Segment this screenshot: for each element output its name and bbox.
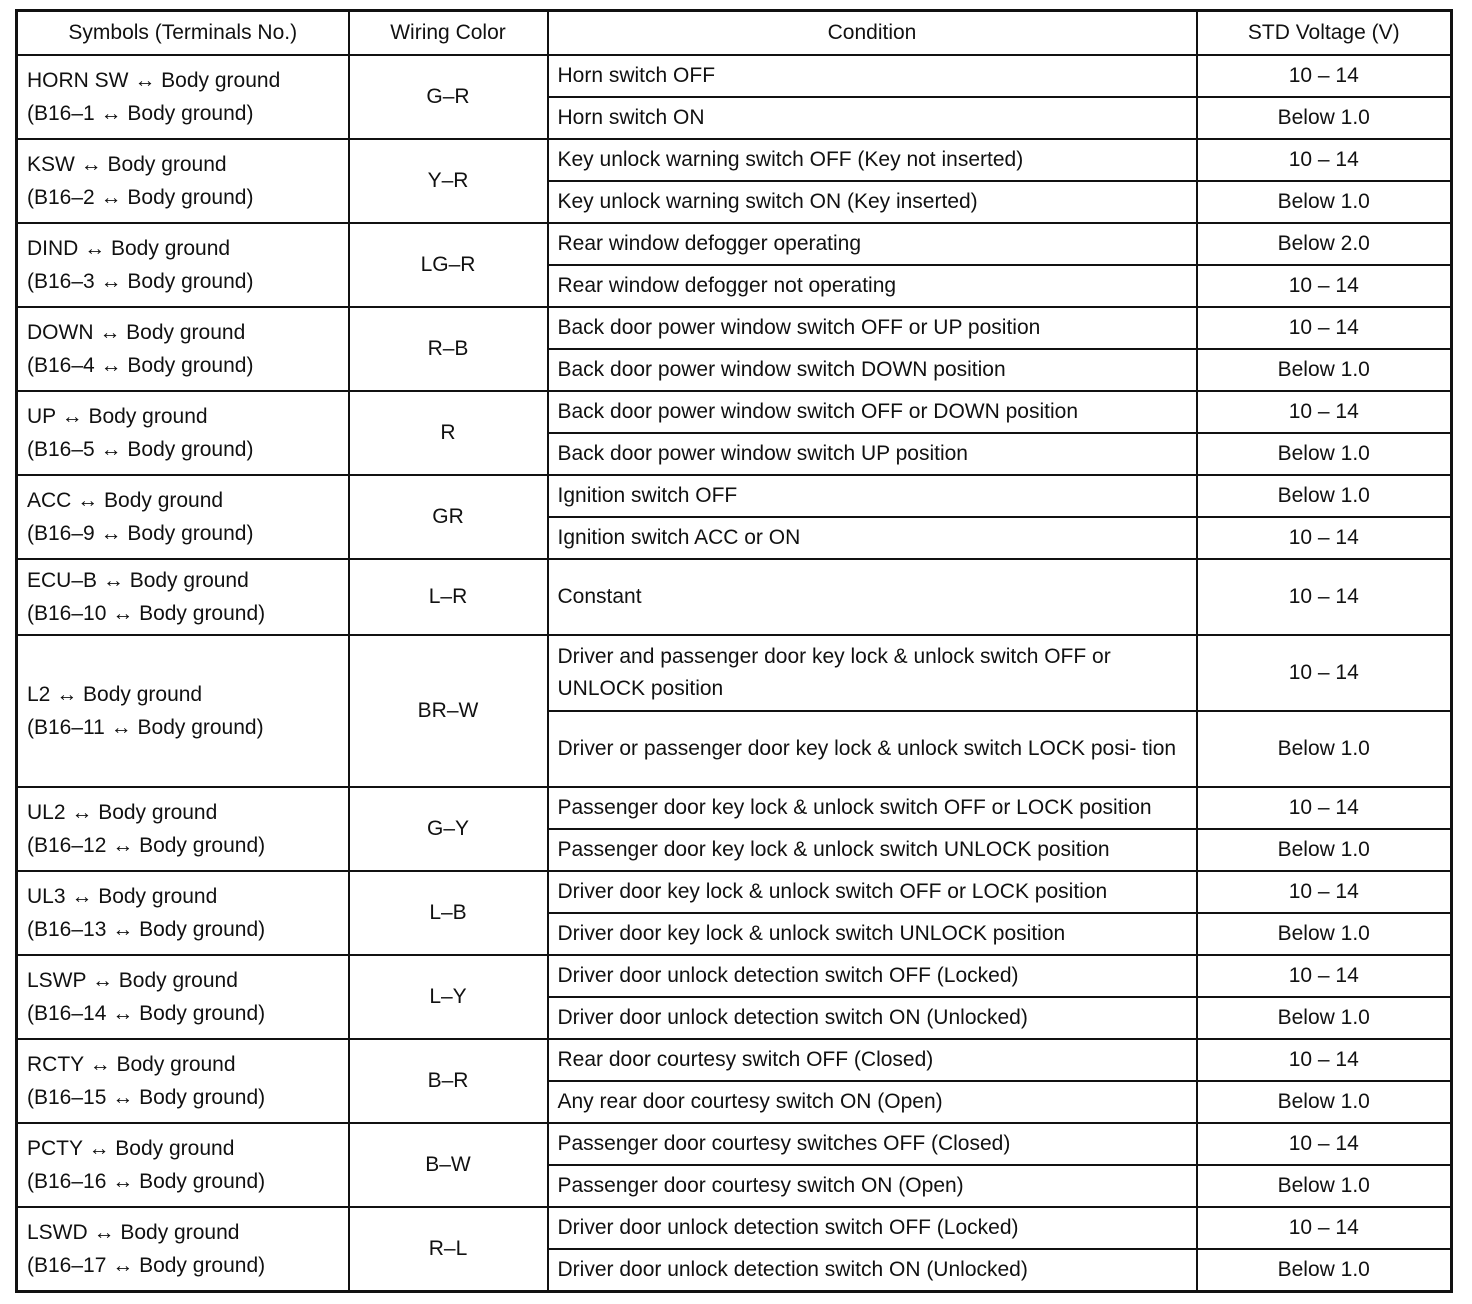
terminal-number: (B16–12 ↔ Body ground) [27, 834, 266, 857]
symbol-name: UL2 ↔ Body ground [27, 801, 218, 824]
voltage-cell: Below 1.0 [1197, 181, 1452, 223]
condition-cell: Passenger door courtesy switches OFF (Closed) [548, 1123, 1197, 1165]
voltage-cell: Below 2.0 [1197, 223, 1452, 265]
voltage-cell: 10 – 14 [1197, 391, 1452, 433]
terminal-number: (B16–11 ↔ Body ground) [27, 716, 264, 739]
terminal-number: (B16–3 ↔ Body ground) [27, 270, 254, 293]
table-header-row [17, 11, 1452, 56]
condition-cell: Rear window defogger not operating [548, 265, 1197, 307]
header-condition: Condition [548, 11, 1197, 56]
condition-cell: Driver door key lock & unlock switch OFF or LOCK position [548, 871, 1197, 913]
symbol-cell [17, 1039, 349, 1123]
symbol-cell [17, 1123, 349, 1207]
voltage-cell: Below 1.0 [1197, 433, 1452, 475]
voltage-cell: 10 – 14 [1197, 787, 1452, 829]
terminal-number: (B16–15 ↔ Body ground) [27, 1086, 266, 1109]
symbol-name: L2 ↔ Body ground [27, 683, 203, 706]
symbol-name: ACC ↔ Body ground [27, 489, 224, 512]
wiring-color-cell: BR–W [349, 635, 548, 787]
symbol-cell [17, 871, 349, 955]
table-row [17, 139, 1452, 181]
symbol-cell [17, 391, 349, 475]
condition-cell: Passenger door courtesy switch ON (Open) [548, 1165, 1197, 1207]
terminal-number: (B16–10 ↔ Body ground) [27, 602, 266, 625]
condition-cell: Ignition switch ACC or ON [548, 517, 1197, 559]
wiring-color-cell: G–Y [349, 787, 548, 871]
voltage-cell: Below 1.0 [1197, 349, 1452, 391]
symbol-cell [17, 307, 349, 391]
condition-cell: Driver door unlock detection switch OFF (Locked) [548, 1207, 1197, 1249]
wiring-color-cell: L–R [349, 559, 548, 635]
terminal-number: (B16–16 ↔ Body ground) [27, 1170, 266, 1193]
header-wiring-color: Wiring Color [349, 11, 548, 56]
voltage-cell: 10 – 14 [1197, 1123, 1452, 1165]
voltage-cell: Below 1.0 [1197, 1081, 1452, 1123]
table-row [17, 787, 1452, 829]
symbol-cell [17, 1207, 349, 1292]
condition-cell: Rear window defogger operating [548, 223, 1197, 265]
terminal-number: (B16–1 ↔ Body ground) [27, 102, 254, 125]
condition-cell: Horn switch ON [548, 97, 1197, 139]
condition-cell: Driver door unlock detection switch ON (Unlocked) [548, 1249, 1197, 1292]
condition-cell: Passenger door key lock & unlock switch OFF or LOCK position [548, 787, 1197, 829]
voltage-cell: 10 – 14 [1197, 1039, 1452, 1081]
voltage-cell: Below 1.0 [1197, 711, 1452, 787]
header-std-voltage: STD Voltage (V) [1197, 11, 1452, 56]
voltage-cell: 10 – 14 [1197, 559, 1452, 635]
wiring-color-cell: R–B [349, 307, 548, 391]
voltage-cell: 10 – 14 [1197, 265, 1452, 307]
table-row [17, 475, 1452, 517]
table-row [17, 55, 1452, 97]
table-row [17, 559, 1452, 635]
voltage-cell: Below 1.0 [1197, 997, 1452, 1039]
terminal-number: (B16–4 ↔ Body ground) [27, 354, 254, 377]
table-row [17, 1123, 1452, 1165]
voltage-cell: 10 – 14 [1197, 635, 1452, 711]
table-row [17, 871, 1452, 913]
symbol-name: DIND ↔ Body ground [27, 237, 231, 260]
voltage-cell: Below 1.0 [1197, 475, 1452, 517]
symbol-cell [17, 475, 349, 559]
table-row [17, 955, 1452, 997]
voltage-cell: 10 – 14 [1197, 1207, 1452, 1249]
voltage-cell: 10 – 14 [1197, 307, 1452, 349]
voltage-cell: Below 1.0 [1197, 1165, 1452, 1207]
wiring-color-cell: B–R [349, 1039, 548, 1123]
voltage-cell: 10 – 14 [1197, 139, 1452, 181]
condition-cell: Passenger door key lock & unlock switch UNLOCK position [548, 829, 1197, 871]
terminal-number: (B16–17 ↔ Body ground) [27, 1254, 266, 1277]
wiring-color-cell: G–R [349, 55, 548, 139]
symbol-name: RCTY ↔ Body ground [27, 1053, 236, 1076]
table-row [17, 635, 1452, 711]
terminal-number: (B16–9 ↔ Body ground) [27, 522, 254, 545]
table-row [17, 1039, 1452, 1081]
terminal-voltage-table [15, 9, 1453, 1293]
symbol-cell [17, 139, 349, 223]
symbol-cell [17, 787, 349, 871]
table-row [17, 1207, 1452, 1249]
symbol-cell [17, 635, 349, 787]
symbol-cell [17, 223, 349, 307]
wiring-color-cell: R–L [349, 1207, 548, 1292]
symbol-cell [17, 955, 349, 1039]
symbol-name: KSW ↔ Body ground [27, 153, 227, 176]
symbol-name: LSWP ↔ Body ground [27, 969, 238, 992]
voltage-cell: Below 1.0 [1197, 1249, 1452, 1292]
voltage-cell: 10 – 14 [1197, 871, 1452, 913]
condition-cell: Ignition switch OFF [548, 475, 1197, 517]
symbol-name: ECU–B ↔ Body ground [27, 569, 249, 592]
condition-cell: Back door power window switch OFF or UP position [548, 307, 1197, 349]
voltage-cell: 10 – 14 [1197, 517, 1452, 559]
wiring-color-cell: Y–R [349, 139, 548, 223]
condition-cell: Horn switch OFF [548, 55, 1197, 97]
symbol-name: UP ↔ Body ground [27, 405, 208, 428]
condition-cell: Constant [548, 559, 1197, 635]
symbol-name: LSWD ↔ Body ground [27, 1221, 240, 1244]
wiring-color-cell: L–B [349, 871, 548, 955]
voltage-cell: Below 1.0 [1197, 913, 1452, 955]
table-row [17, 223, 1452, 265]
symbol-name: HORN SW ↔ Body ground [27, 69, 281, 92]
wiring-color-cell: R [349, 391, 548, 475]
condition-cell: Driver or passenger door key lock & unlock switch LOCK posi- tion [548, 711, 1197, 787]
symbol-name: DOWN ↔ Body ground [27, 321, 246, 344]
wiring-color-cell: GR [349, 475, 548, 559]
terminal-number: (B16–14 ↔ Body ground) [27, 1002, 266, 1025]
condition-cell: Driver door key lock & unlock switch UNLOCK position [548, 913, 1197, 955]
voltage-cell: Below 1.0 [1197, 829, 1452, 871]
condition-cell: Back door power window switch DOWN position [548, 349, 1197, 391]
condition-cell: Driver and passenger door key lock & unlock switch OFF or UNLOCK position [548, 635, 1197, 711]
table-row [17, 391, 1452, 433]
voltage-cell: 10 – 14 [1197, 55, 1452, 97]
condition-cell: Driver door unlock detection switch ON (Unlocked) [548, 997, 1197, 1039]
symbol-name: PCTY ↔ Body ground [27, 1137, 235, 1160]
table-row [17, 307, 1452, 349]
terminal-number: (B16–13 ↔ Body ground) [27, 918, 266, 941]
symbol-cell [17, 559, 349, 635]
voltage-cell: 10 – 14 [1197, 955, 1452, 997]
condition-cell: Key unlock warning switch ON (Key inserted) [548, 181, 1197, 223]
condition-cell: Key unlock warning switch OFF (Key not inserted) [548, 139, 1197, 181]
wiring-color-cell: LG–R [349, 223, 548, 307]
voltage-cell: Below 1.0 [1197, 97, 1452, 139]
terminal-number: (B16–2 ↔ Body ground) [27, 186, 254, 209]
terminal-number: (B16–5 ↔ Body ground) [27, 438, 254, 461]
condition-cell: Any rear door courtesy switch ON (Open) [548, 1081, 1197, 1123]
condition-cell: Back door power window switch OFF or DOWN position [548, 391, 1197, 433]
condition-cell: Rear door courtesy switch OFF (Closed) [548, 1039, 1197, 1081]
header-symbols: Symbols (Terminals No.) [17, 11, 349, 56]
symbol-name: UL3 ↔ Body ground [27, 885, 218, 908]
symbol-cell [17, 55, 349, 139]
condition-cell: Back door power window switch UP position [548, 433, 1197, 475]
wiring-color-cell: B–W [349, 1123, 548, 1207]
wiring-color-cell: L–Y [349, 955, 548, 1039]
condition-cell: Driver door unlock detection switch OFF (Locked) [548, 955, 1197, 997]
